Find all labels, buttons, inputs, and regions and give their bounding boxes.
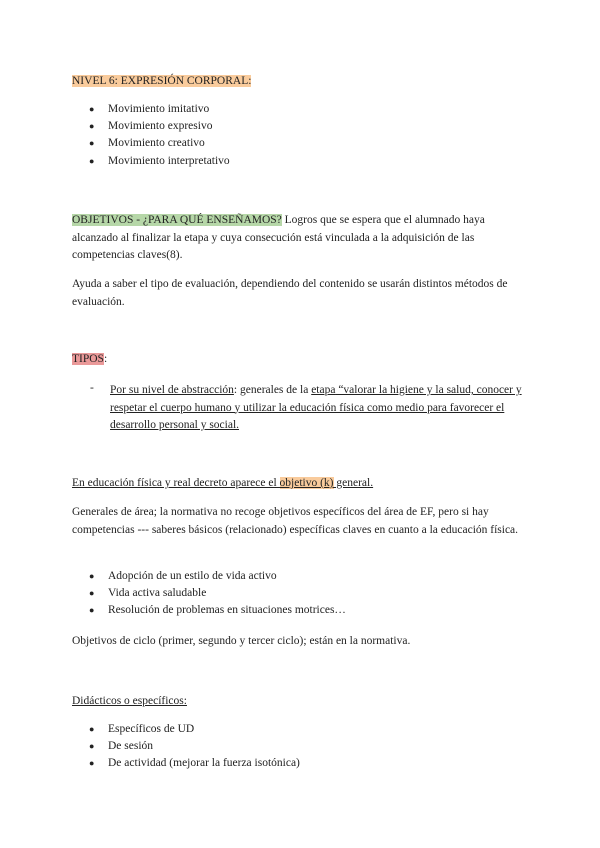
tipos-heading-text: TIPOS [72, 353, 104, 365]
objetivos-heading: OBJETIVOS - ¿PARA QUÉ ENSEÑAMOS? [72, 214, 282, 226]
list-item: ● Movimiento imitativo [86, 101, 526, 118]
dash-icon: - [90, 382, 94, 394]
bullet-icon: ● [89, 758, 95, 769]
ciclo-paragraph: Objetivos de ciclo (primer, segundo y tercer ciclo); están en la normativa. [72, 635, 411, 647]
list-item: ● Movimiento expresivo [86, 118, 526, 135]
educacion-line: En educación física y real decreto aparece el objetivo (k) general. [72, 477, 374, 489]
list-item: ● Vida activa saludable [86, 585, 526, 602]
generales-paragraph: Generales de área; la normativa no recoge objetivos específicos del área de EF, pero si hay competencias --- saberes básicos (relacionado) específicas claves en cuanto a la educación física. [72, 506, 519, 536]
list-item: ● Adopción de un estilo de vida activo [86, 568, 526, 585]
list-item: ● Resolución de problemas en situaciones motrices… [86, 602, 526, 619]
educacion-list [86, 568, 526, 620]
tipos-heading: TIPOS: [72, 353, 108, 365]
nivel6-heading-text: NIVEL 6: EXPRESIÓN CORPORAL: [72, 75, 252, 87]
list-item: ● Movimiento interpretativo [86, 153, 526, 170]
didacticos-heading: Didácticos o específicos: [72, 695, 187, 707]
bullet-icon: ● [89, 138, 95, 149]
tipos-item: Por su nivel de abstracción: generales de la etapa “valorar la higiene y la salud, conocer y respetar el cuerpo humano y utilizar la educación física como medio para favorecer el desarrollo personal y social. [110, 384, 522, 431]
tipos-item-prefix: Por su nivel de abstracción [110, 384, 234, 396]
objetivo-k-highlight: objetivo (k) [279, 477, 334, 489]
bullet-icon: ● [89, 741, 95, 752]
list-item: ● Movimiento creativo [86, 135, 526, 152]
objetivos-paragraph [72, 212, 532, 265]
list-item: ● Específicos de UD [86, 721, 526, 738]
nivel6-heading [72, 73, 532, 91]
bullet-icon: ● [89, 605, 95, 616]
evaluacion-paragraph: Ayuda a saber el tipo de evaluación, dependiendo del contenido se usarán distintos métodos de evaluación. [72, 278, 508, 308]
didacticos-list [86, 721, 526, 773]
bullet-icon: ● [89, 104, 95, 114]
nivel6-list [86, 101, 526, 170]
bullet-icon: ● [89, 155, 95, 166]
list-item: ● De sesión [86, 738, 526, 755]
tipos-item-etapa: etapa [311, 384, 336, 396]
list-item: ● De actividad (mejorar la fuerza isotónica) [86, 755, 526, 772]
bullet-icon: ● [89, 588, 95, 599]
objetivos-text: Logros que se espera que el alumnado haya alcanzado al finalizar la etapa y cuya consecución está vinculada a la adquisición de las competencias claves(8). [72, 214, 485, 261]
bullet-icon: ● [89, 571, 95, 581]
bullet-icon: ● [89, 724, 95, 734]
tipos-item-rest: “valorar la higiene y la salud, conocer y respetar el cuerpo humano y utilizar la educación física como medio para favorecer el desarrollo personal y social. [110, 384, 522, 431]
bullet-icon: ● [89, 121, 95, 132]
